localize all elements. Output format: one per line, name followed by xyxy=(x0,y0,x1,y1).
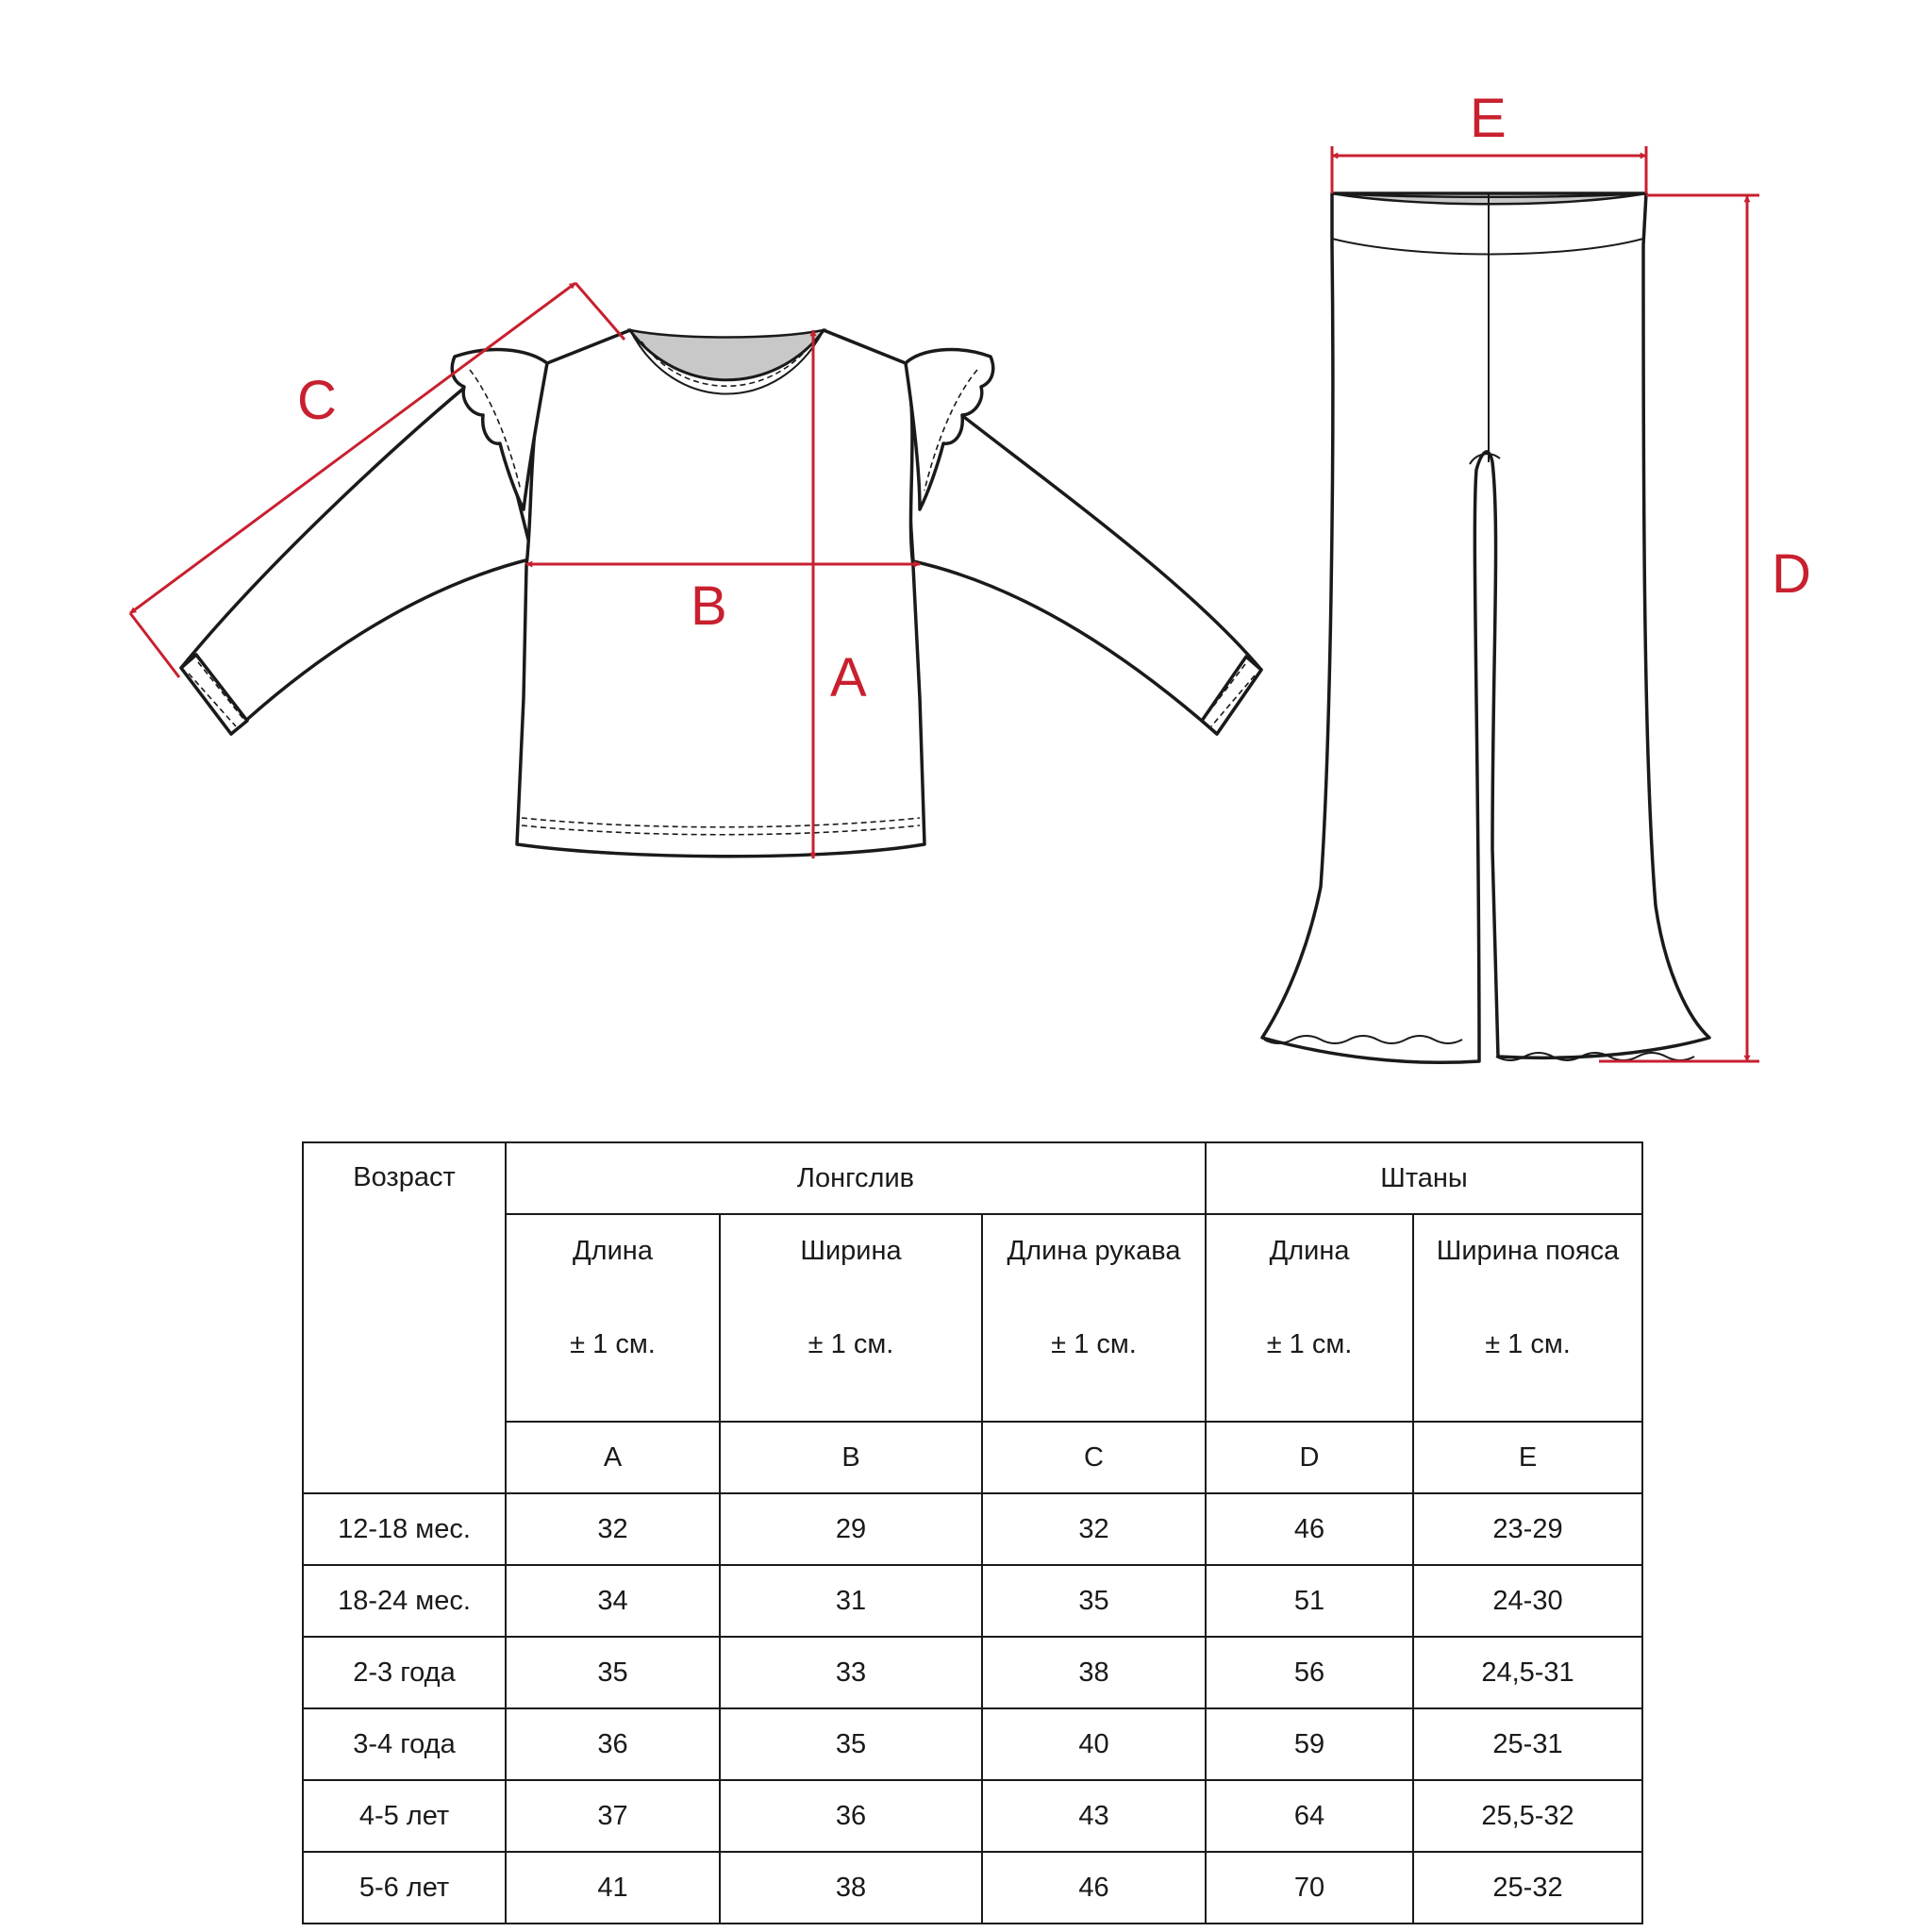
value-cell: 36 xyxy=(506,1708,720,1780)
value-cell: 70 xyxy=(1206,1852,1413,1924)
value-cell: 64 xyxy=(1206,1780,1413,1852)
value-cell: 43 xyxy=(982,1780,1206,1852)
col-header: Длина ± 1 см. xyxy=(506,1214,720,1422)
age-cell: 3-4 года xyxy=(303,1708,506,1780)
value-cell: 33 xyxy=(720,1637,982,1708)
value-cell: 32 xyxy=(506,1493,720,1565)
col-letter: C xyxy=(982,1422,1206,1493)
col-letter: D xyxy=(1206,1422,1413,1493)
table-row xyxy=(303,1708,1642,1780)
value-cell: 35 xyxy=(720,1708,982,1780)
label-a: A xyxy=(830,647,867,708)
left-sleeve xyxy=(181,370,533,734)
value-cell: 34 xyxy=(506,1565,720,1637)
value-cell: 46 xyxy=(982,1852,1206,1924)
group-header-pants: Штаны xyxy=(1206,1142,1642,1214)
value-cell: 41 xyxy=(506,1852,720,1924)
age-cell: 2-3 года xyxy=(303,1637,506,1708)
col-letter: B xyxy=(720,1422,982,1493)
value-cell: 56 xyxy=(1206,1637,1413,1708)
value-cell: 35 xyxy=(982,1565,1206,1637)
table-header-row xyxy=(303,1142,1642,1214)
value-cell: 24,5-31 xyxy=(1413,1637,1642,1708)
value-cell: 35 xyxy=(506,1637,720,1708)
value-cell: 29 xyxy=(720,1493,982,1565)
table-row xyxy=(303,1637,1642,1708)
table-row xyxy=(303,1493,1642,1565)
value-cell: 25-32 xyxy=(1413,1852,1642,1924)
group-header-top: Лонгслив xyxy=(506,1142,1206,1214)
col-letter: A xyxy=(506,1422,720,1493)
value-cell: 25-31 xyxy=(1413,1708,1642,1780)
table-row xyxy=(303,1780,1642,1852)
value-cell: 38 xyxy=(720,1852,982,1924)
age-header: Возраст xyxy=(303,1142,506,1493)
value-cell: 31 xyxy=(720,1565,982,1637)
table-row xyxy=(303,1565,1642,1637)
age-cell: 4-5 лет xyxy=(303,1780,506,1852)
value-cell: 38 xyxy=(982,1637,1206,1708)
col-header: Ширина пояса ± 1 см. xyxy=(1413,1214,1642,1422)
value-cell: 51 xyxy=(1206,1565,1413,1637)
value-cell: 40 xyxy=(982,1708,1206,1780)
pants-drawing xyxy=(1262,193,1709,1062)
value-cell: 37 xyxy=(506,1780,720,1852)
age-cell: 5-6 лет xyxy=(303,1852,506,1924)
value-cell: 25,5-32 xyxy=(1413,1780,1642,1852)
value-cell: 46 xyxy=(1206,1493,1413,1565)
label-c: C xyxy=(297,370,337,431)
label-d: D xyxy=(1772,543,1811,605)
col-letter: E xyxy=(1413,1422,1642,1493)
label-e: E xyxy=(1470,88,1507,149)
table-row xyxy=(303,1852,1642,1924)
pants-body xyxy=(1262,193,1709,1062)
value-cell: 32 xyxy=(982,1493,1206,1565)
value-cell: 23-29 xyxy=(1413,1493,1642,1565)
col-header: Ширина ± 1 см. xyxy=(720,1214,982,1422)
age-cell: 12-18 мес. xyxy=(303,1493,506,1565)
size-table xyxy=(302,1141,1643,1924)
age-cell: 18-24 мес. xyxy=(303,1565,506,1637)
value-cell: 24-30 xyxy=(1413,1565,1642,1637)
col-header: Длина ± 1 см. xyxy=(1206,1214,1413,1422)
value-cell: 36 xyxy=(720,1780,982,1852)
label-b: B xyxy=(691,575,727,637)
col-header: Длина рукава ± 1 см. xyxy=(982,1214,1206,1422)
value-cell: 59 xyxy=(1206,1708,1413,1780)
